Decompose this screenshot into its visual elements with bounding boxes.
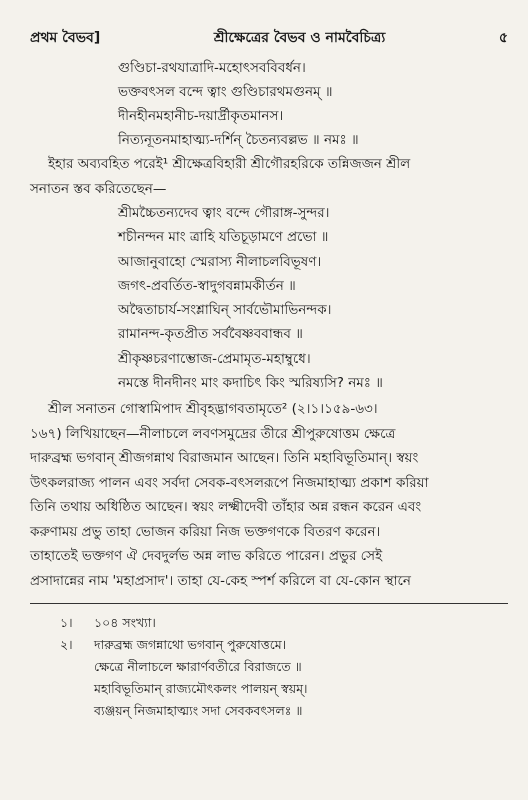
footnote-1: [30, 612, 508, 634]
footnote-verse-line: ক্ষেত্রে নীলাচলে ক্ষারার্ণবতীরে বিরাজতে ॥: [94, 659, 302, 675]
page-number: ৫: [498, 30, 508, 46]
verse-line: শ্রীমচ্চৈতন্যদেব ত্বাং বন্দে গৌরাঙ্গ-সুন্দর।: [118, 205, 330, 221]
body-paragraph: [30, 397, 508, 593]
intro-line: ইহার অব্যবহিত পরেই¹ শ্রীক্ষেত্রবিহারী শ্রীগৌরহরিকে তন্নিজজন শ্রীল: [48, 156, 411, 172]
footnote-text: ১০৪ সংখ্যা।: [94, 615, 156, 631]
verse-line: নিত্যনূতনমাহাত্ম্য-দর্শিন্ চৈতন্যবল্লভ ॥ নমঃ ॥: [118, 132, 359, 148]
footnote-verse-line: মহাবিভূতিমান্ রাজ্যমৌৎকলং পালয়ন্ স্বয়ম্।: [94, 681, 308, 697]
verse-line: ভক্তবৎসল বন্দে ত্বাং গুণ্ডিচারথমগুনম্ ॥: [118, 84, 333, 100]
intro-paragraph: [30, 152, 508, 201]
verse-line: নমস্তে দীনদীনং মাং কদাচিৎ কিং স্মরিষ্যসি? নমঃ ॥: [118, 375, 383, 392]
verse-line: শ্রীকৃষ্ণচরণাম্ভোজ-প্রেমামৃত-মহাম্বুধে।: [118, 350, 311, 367]
body-line: ১৬৭) লিখিয়াছেন—নীলাচলে লবণসমুদ্রের তীরে শ্রীপুরুষোত্তম ক্ষেত্রে: [30, 425, 396, 442]
verse-line: রামানন্দ-কৃতপ্রীত সর্ববৈষ্ণববান্ধব ॥: [118, 326, 303, 343]
footnote-2: [30, 634, 508, 656]
body-line: করুণাময় প্রভু তাহা ভোজন করিয়া নিজ ভক্তগণকে বিতরণ করেন।: [30, 523, 381, 540]
verse-block-1: [30, 56, 508, 152]
footnote-divider: [30, 603, 508, 604]
body-line: তাহাতেই ভক্তগণ ঐ দেবদুর্লভ অন্ন লাভ করিতে পারেন। প্রভুর সেই: [30, 548, 383, 565]
intro-line: সনাতন স্তব করিতেছেন—: [30, 180, 167, 197]
body-line: দারুব্রহ্ম ভগবান্ শ্রীজগন্নাথ বিরাজমান আছেন। তিনি মহাবিভূতিমান্। স্বয়ং: [30, 450, 419, 467]
footnote-verse-line: ব্যঞ্জয়ন্ নিজমাহাত্ম্যং সদা সেবকবৎসলঃ ॥: [94, 703, 303, 719]
footnotes: [30, 612, 508, 722]
verse-line: অদ্বৈতাচার্য-সংশ্লাঘিন্ সার্বভৌমাভিনন্দক।: [118, 302, 332, 319]
verse-line: আজানুবাহো স্মেরাস্য নীলাচলবিভূষণ।: [118, 253, 322, 270]
body-line: শ্রীল সনাতন গোস্বামিপাদ শ্রীবৃহদ্ভাগবতামৃতে² (২।১।১৫৯-৬৩।: [48, 401, 378, 418]
verse-block-2: [30, 201, 508, 395]
body-line: প্রসাদান্নের নাম 'মহাপ্রসাদ'। তাহা যে-কেহ স্পর্শ করিলে বা যে-কোন স্থানে: [30, 572, 411, 589]
chapter-label: প্রথম বৈভব]: [30, 30, 101, 46]
running-header: [30, 26, 508, 50]
footnote-number: ২।: [60, 637, 73, 653]
body-line: তিনি তথায় অধিষ্ঠিত আছেন। স্বয়ং লক্ষ্মীদেবী তাঁহার অন্ন রন্ধন করেন এবং: [30, 499, 422, 516]
footnote-number: ১।: [60, 615, 73, 631]
verse-line: দীনহীনমহানীচ-দয়ার্দ্রীকৃতমানস।: [118, 108, 284, 124]
verse-line: গুণ্ডিচা-রথযাত্রাদি-মহোৎসববিবর্ধন।: [118, 60, 306, 76]
verse-line: শচীনন্দন মাং ত্রাহি যতিচূড়ামণে প্রভো ॥: [118, 229, 329, 246]
verse-line: জগৎ-প্রবর্তিত-স্বাদুগবন্নামকীর্তন ॥: [118, 277, 296, 294]
footnote-text: দারুব্রহ্ম জগন্নাথো ভগবান্ পুরুষোত্তমে।: [94, 637, 287, 653]
body-line: উৎকলরাজ্য পালন এবং সর্বদা সেবক-বৎসলরূপে নিজমাহাত্ম্য প্রকাশ করিয়া: [30, 474, 429, 491]
page-heading: শ্রীক্ষেত্রের বৈভব ও নামবৈচিত্র্য: [213, 30, 386, 46]
